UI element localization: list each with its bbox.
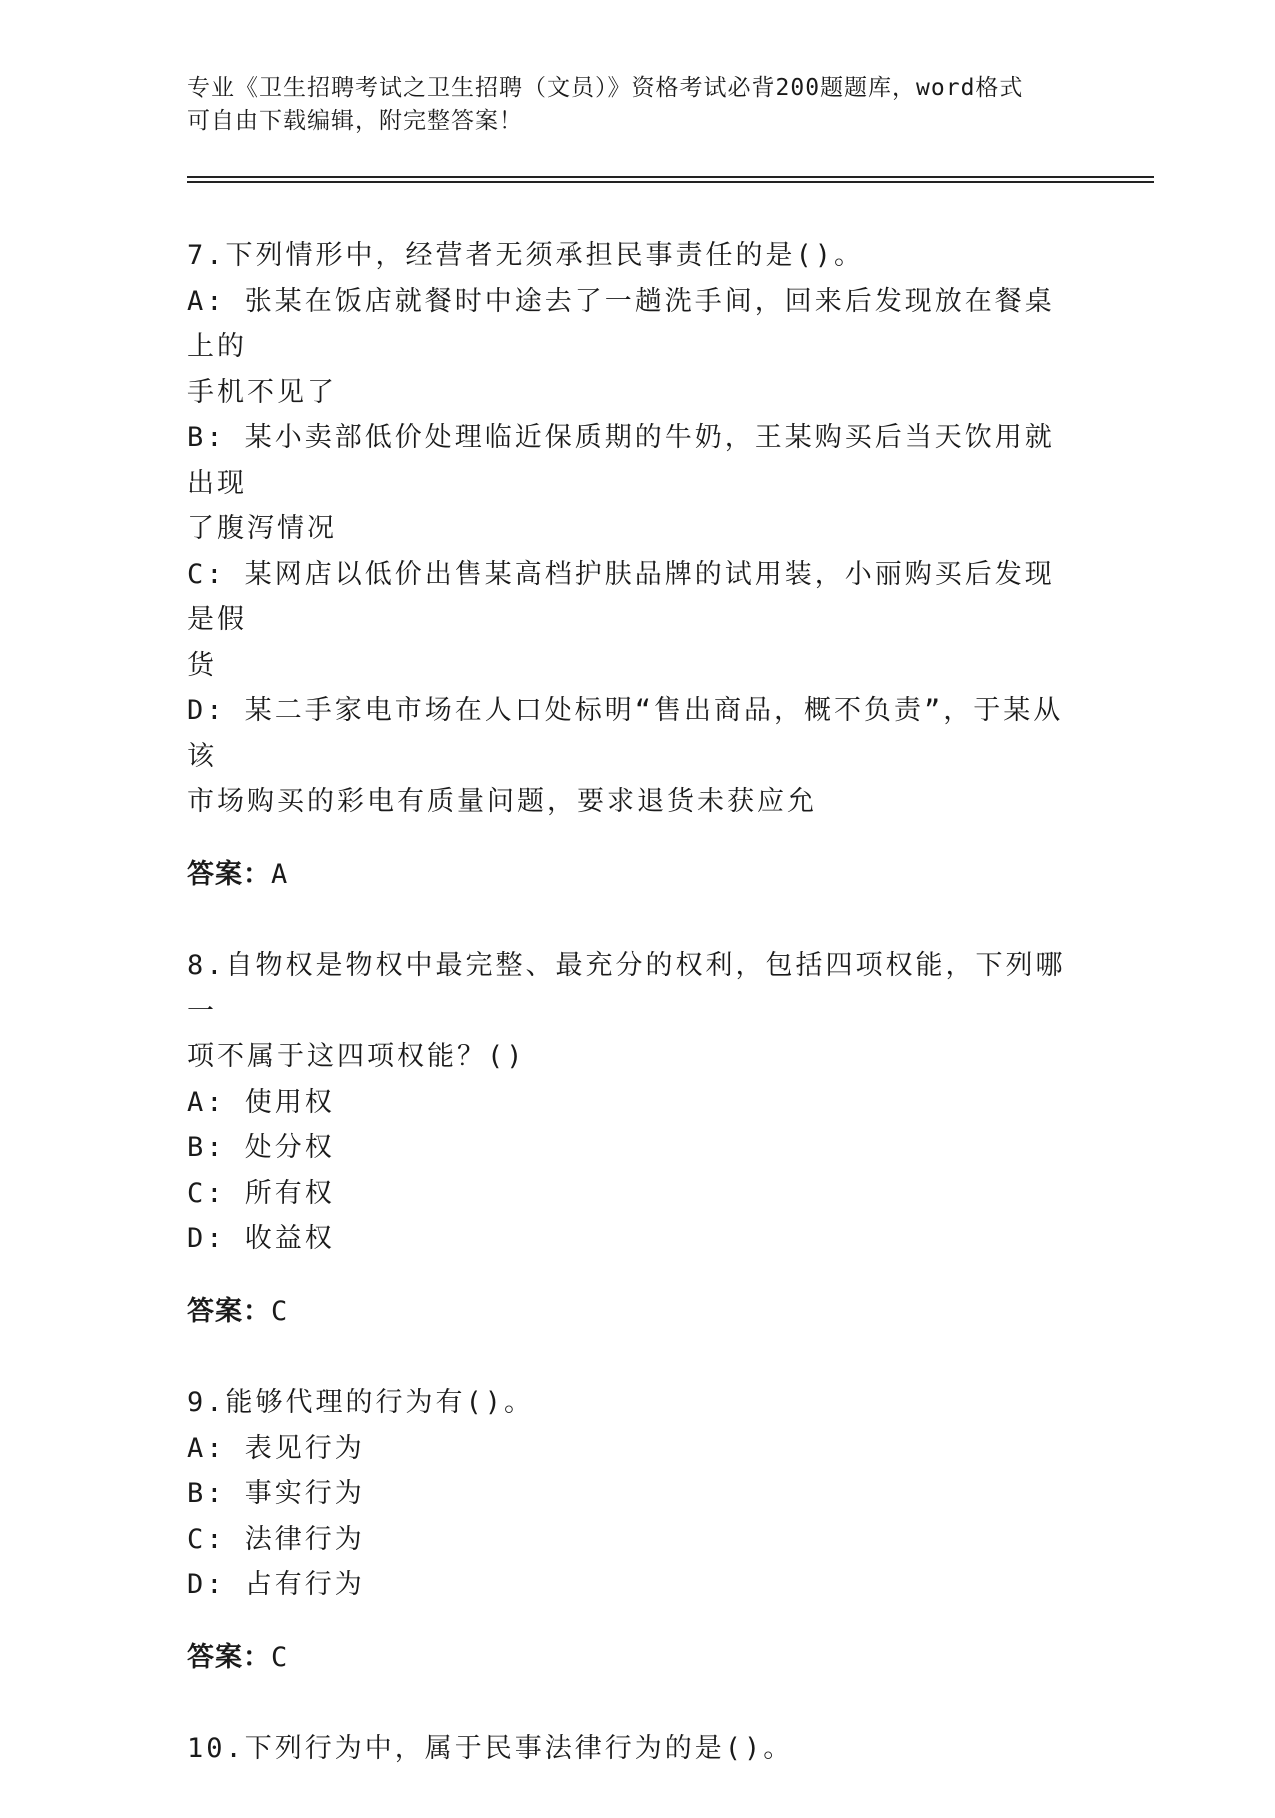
answer-label: 答案：: [187, 858, 271, 890]
option-d: D: 某二手家电市场在人口处标明“售出商品，概不负责”，于某从该: [187, 695, 1064, 772]
answer-line: [187, 1635, 1067, 1681]
header-title-line-1: 专业《卫生招聘考试之卫生招聘（文员）》资格考试必背200题题库，word格式: [187, 75, 1024, 101]
header-title-line-2: 可自由下载编辑，附完整答案！: [187, 108, 523, 134]
option-b: B: 某小卖部低价处理临近保质期的牛奶，王某购买后当天饮用就出现: [187, 422, 1055, 499]
question-stem-continued: 项不属于这四项权能？(): [187, 1041, 526, 1072]
header-divider-bottom: [187, 181, 1154, 183]
option-a: A: 张某在饭店就餐时中途去了一趟洗手间，回来后发现放在餐桌上的: [187, 285, 1055, 362]
option-a: A: 使用权: [187, 1086, 335, 1118]
question-stem: 8.自物权是物权中最完整、最充分的权利，包括四项权能，下列哪一: [187, 950, 1066, 1027]
answer-line: [187, 1289, 1067, 1335]
option-b: B: 事实行为: [187, 1478, 365, 1509]
option-a-continued: 手机不见了: [187, 376, 337, 408]
answer-label: 答案：: [187, 1295, 271, 1327]
question-7: [187, 233, 1067, 897]
question-8: [187, 943, 1067, 1334]
question-10: [187, 1726, 1067, 1772]
question-stem: 10.下列行为中，属于民事法律行为的是()。: [187, 1733, 794, 1764]
option-c-continued: 货: [187, 649, 217, 681]
answer-value: C: [271, 1295, 289, 1327]
answer-line: [187, 852, 1067, 898]
answer-value: C: [271, 1641, 289, 1673]
option-b-continued: 了腹泻情况: [187, 513, 337, 544]
option-b: B: 处分权: [187, 1132, 335, 1163]
answer-value: A: [271, 858, 289, 890]
option-c: C: 所有权: [187, 1177, 335, 1209]
option-c: C: 某网店以低价出售某高档护肤品牌的试用装，小丽购买后发现是假: [187, 558, 1055, 635]
option-c: C: 法律行为: [187, 1523, 365, 1555]
option-d-continued: 市场购买的彩电有质量问题，要求退货未获应允: [187, 786, 817, 817]
answer-label: 答案：: [187, 1641, 271, 1673]
question-list: [187, 233, 1067, 1818]
question-9: [187, 1380, 1067, 1680]
document-header: [187, 72, 1067, 138]
option-d: D: 占有行为: [187, 1569, 365, 1600]
question-stem: 7.下列情形中，经营者无须承担民事责任的是()。: [187, 240, 865, 271]
header-divider-top: [187, 176, 1154, 178]
question-stem: 9.能够代理的行为有()。: [187, 1387, 535, 1418]
option-d: D: 收益权: [187, 1223, 335, 1254]
option-a: A: 表见行为: [187, 1432, 365, 1464]
